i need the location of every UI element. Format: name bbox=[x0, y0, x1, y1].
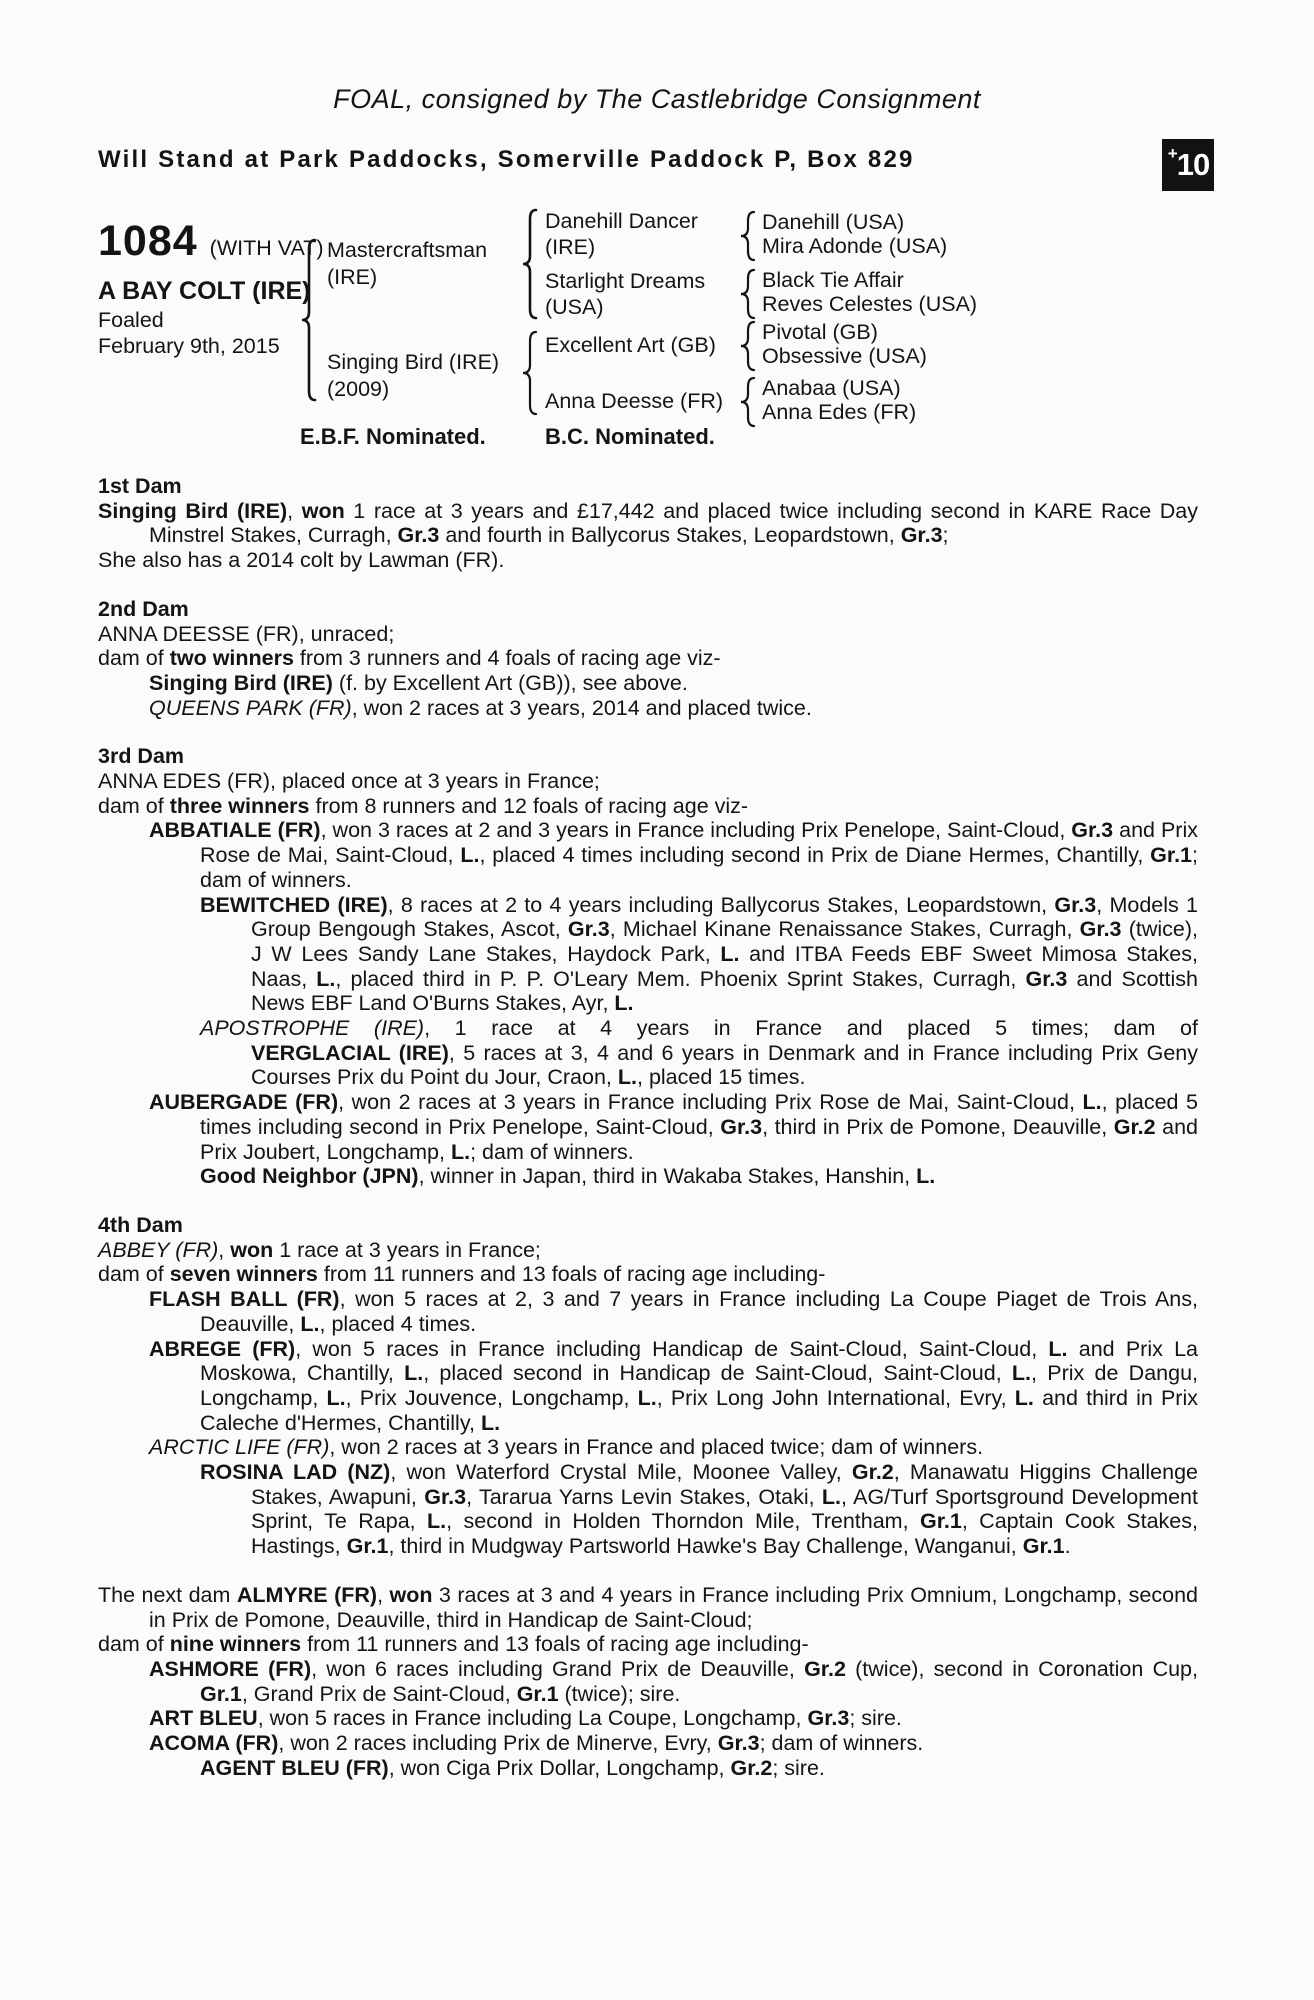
catalog-paragraph bbox=[98, 499, 1198, 548]
catalog-paragraph bbox=[98, 1632, 1198, 1657]
foaled-date: February 9th, 2015 bbox=[98, 334, 280, 358]
pedigree-brace bbox=[740, 269, 756, 319]
catalog-paragraph bbox=[98, 1262, 1198, 1287]
plain-text: and Scottish News EBF Land O'Burns Stakes, Ayr, bbox=[251, 966, 1198, 1016]
plain-text: , won Waterford Crystal Mile, Moonee Valley, bbox=[390, 1460, 852, 1485]
emphasis-text: Good Neighbor (JPN) bbox=[200, 1164, 419, 1189]
pedigree-text bbox=[98, 474, 1198, 1780]
emphasis-text: Gr.3 bbox=[900, 523, 943, 548]
plain-text: , Prix Jouvence, Longchamp, bbox=[345, 1385, 638, 1410]
catalog-paragraph bbox=[98, 548, 1198, 573]
emphasis-text: L. bbox=[450, 1139, 471, 1164]
plain-text: dam of bbox=[98, 646, 170, 671]
pedigree-brace bbox=[522, 331, 538, 415]
dam-name: Singing Bird (IRE) bbox=[327, 350, 500, 374]
plain-text: 1 race at 3 years in France; bbox=[273, 1237, 541, 1262]
emphasis-text: nine winners bbox=[169, 1632, 302, 1657]
emphasis-text: Gr.2 bbox=[730, 1755, 773, 1780]
emphasis-text: won bbox=[230, 1237, 274, 1262]
damsire-name: Excellent Art (GB) bbox=[545, 333, 716, 357]
sire-name-suffix: (IRE) bbox=[327, 265, 378, 289]
emphasis-text: Singing Bird (IRE) bbox=[98, 498, 288, 523]
catalog-paragraph bbox=[98, 671, 1198, 696]
plain-text: , third in Prix de Pomone, Deauville, bbox=[762, 1114, 1114, 1139]
emphasis-text: Gr.3 bbox=[720, 1114, 763, 1139]
catalog-paragraph bbox=[98, 769, 1198, 794]
plain-text: (twice); sire. bbox=[558, 1681, 681, 1706]
lot-number: 1084 bbox=[98, 217, 198, 265]
emphasis-text: Gr.2 bbox=[1113, 1114, 1156, 1139]
plain-text: , 1 race at 4 years in France and placed 5 times; dam of bbox=[424, 1016, 1198, 1041]
emphasis-text: L. bbox=[916, 1164, 936, 1189]
great-grandparent-name: Obsessive (USA) bbox=[762, 344, 927, 368]
great-grandparent-name: Pivotal (GB) bbox=[762, 320, 878, 344]
plain-text: , won 2 races at 3 years in France including Prix Rose de Mai, Saint-Cloud, bbox=[338, 1090, 1083, 1115]
plain-text: , AG/Turf Sportsground Development Sprint, Te Rapa, bbox=[251, 1484, 1198, 1534]
plain-text: , Manawatu Higgins Challenge Stakes, Awapuni, bbox=[251, 1460, 1198, 1509]
plain-text: (twice), second in Coronation Cup, bbox=[845, 1656, 1198, 1681]
plain-text: , Prix Long John International, Evry, bbox=[656, 1385, 1015, 1410]
emphasis-text: ASHMORE (FR) bbox=[149, 1656, 312, 1681]
catalog-paragraph bbox=[98, 646, 1198, 671]
emphasis-text: AUBERGADE (FR) bbox=[149, 1090, 339, 1115]
great-grandparent-name: Danehill (USA) bbox=[762, 210, 905, 234]
pedigree-brace bbox=[740, 321, 756, 371]
catalog-paragraph bbox=[98, 1090, 1198, 1164]
plain-text: and ITBA Feeds EBF Sweet Mimosa Stakes, Naas, bbox=[251, 941, 1198, 991]
catalog-paragraph bbox=[98, 1238, 1198, 1263]
granddam-name-suffix: (USA) bbox=[545, 295, 604, 319]
emphasis-text: Singing Bird (IRE) bbox=[149, 670, 333, 695]
granddam-name: Starlight Dreams bbox=[545, 269, 706, 293]
plain-text: and Prix Joubert, Longchamp, bbox=[200, 1114, 1198, 1164]
plain-text: from 8 runners and 12 foals of racing age viz- bbox=[309, 793, 749, 818]
pedigree-brace bbox=[301, 239, 317, 401]
plain-text: , winner in Japan, third in Wakaba Stakes, Hanshin, bbox=[418, 1164, 917, 1189]
plain-text: and Prix La Moskowa, Chantilly, bbox=[200, 1336, 1198, 1386]
emphasis-text: Gr.1 bbox=[1022, 1534, 1065, 1559]
plain-text: 1 race at 3 years and £17,442 and placed twice including second in KARE Race Day Minstrel Stakes, Curragh, bbox=[149, 498, 1198, 548]
emphasis-text: L. bbox=[1011, 1361, 1032, 1386]
emphasis-text: L. bbox=[316, 966, 336, 991]
dam-year: (2009) bbox=[327, 377, 390, 401]
consignor-line: FOAL, consigned by The Castlebridge Consignment bbox=[333, 84, 981, 114]
plain-text: , Captain Cook Stakes, Hastings, bbox=[251, 1509, 1198, 1559]
great-grandparent-name: Anabaa (USA) bbox=[762, 376, 901, 400]
catalog-paragraph bbox=[98, 794, 1198, 819]
emphasis-text: APOSTROPHE (IRE) bbox=[200, 1016, 425, 1041]
catalog-paragraph bbox=[98, 1706, 1198, 1731]
dam-section-heading: 4th Dam bbox=[98, 1212, 183, 1237]
catalog-paragraph bbox=[98, 818, 1198, 892]
catalog-paragraph bbox=[98, 1460, 1198, 1559]
catalog-paragraph bbox=[98, 1287, 1198, 1336]
plain-text: from 11 runners and 13 foals of racing age including- bbox=[317, 1262, 826, 1287]
plain-text: , Models 1 Group Bengough Stakes, Ascot, bbox=[251, 892, 1198, 942]
lot-header bbox=[98, 217, 324, 266]
plain-text: ; dam of winners. bbox=[200, 843, 1198, 892]
emphasis-text: Gr.1 bbox=[200, 1681, 242, 1706]
plain-text: dam of bbox=[98, 793, 170, 818]
dam-section-heading: 2nd Dam bbox=[98, 596, 189, 621]
foaled-label: Foaled bbox=[98, 308, 164, 332]
emphasis-text: Gr.2 bbox=[851, 1460, 894, 1485]
plain-text: , bbox=[377, 1582, 390, 1607]
emphasis-text: Gr.1 bbox=[919, 1509, 962, 1534]
emphasis-text: ABBEY (FR) bbox=[98, 1237, 219, 1262]
plain-text: , won Ciga Prix Dollar, Longchamp, bbox=[388, 1755, 731, 1780]
plain-text: , bbox=[218, 1237, 231, 1262]
plain-text: The next dam bbox=[98, 1582, 237, 1607]
dam-section bbox=[98, 474, 1198, 573]
plain-text: from 11 runners and 13 foals of racing age including- bbox=[301, 1632, 809, 1657]
plain-text: , won 5 races in France including Handicap de Saint-Cloud, Saint-Cloud, bbox=[295, 1336, 1049, 1361]
colt-description: A BAY COLT (IRE) bbox=[98, 277, 311, 305]
catalog-paragraph bbox=[98, 1164, 1198, 1189]
emphasis-text: L. bbox=[821, 1484, 842, 1509]
plain-text: , placed third in P. P. O'Leary Mem. Phoenix Sprint Stakes, Curragh, bbox=[335, 966, 1026, 991]
plain-text: ; sire. bbox=[772, 1755, 825, 1780]
plain-text: and Prix Rose de Mai, Saint-Cloud, bbox=[200, 818, 1198, 868]
emphasis-text: ART BLEU bbox=[149, 1706, 258, 1731]
emphasis-text: ABREGE (FR) bbox=[149, 1336, 296, 1361]
plain-text: , won 3 races at 2 and 3 years in France including Prix Penelope, Saint-Cloud, bbox=[320, 818, 1072, 843]
emphasis-text: Gr.3 bbox=[424, 1484, 467, 1509]
plain-text: , placed 15 times. bbox=[637, 1065, 806, 1090]
emphasis-text: Gr.3 bbox=[397, 523, 440, 548]
plain-text: dam of bbox=[98, 1632, 170, 1657]
catalog-paragraph bbox=[98, 1583, 1198, 1632]
emphasis-text: L. bbox=[637, 1385, 657, 1410]
emphasis-text: two winners bbox=[169, 646, 294, 671]
great-grandparent-name: Black Tie Affair bbox=[762, 268, 904, 292]
emphasis-text: L. bbox=[1048, 1336, 1068, 1361]
dam-section-heading: 1st Dam bbox=[98, 474, 182, 498]
plain-text: , won 2 races at 3 years in France and placed twice; dam of winners. bbox=[329, 1435, 984, 1460]
plain-text: dam of bbox=[98, 1262, 170, 1287]
plain-text: from 3 runners and 4 foals of racing age viz- bbox=[293, 646, 721, 671]
emphasis-text: Gr.3 bbox=[1071, 818, 1114, 843]
plain-text: , won 2 races including Prix de Minerve, Evry, bbox=[278, 1731, 718, 1756]
dam-section-heading: 3rd Dam bbox=[98, 744, 185, 769]
catalog-paragraph bbox=[98, 1731, 1198, 1756]
emphasis-text: Gr.3 bbox=[717, 1731, 760, 1756]
plain-text: , bbox=[287, 498, 302, 523]
plus-icon: + bbox=[1167, 144, 1178, 163]
emphasis-text: Gr.3 bbox=[1025, 966, 1068, 991]
emphasis-text: Gr.3 bbox=[1054, 892, 1097, 917]
emphasis-text: ACOMA (FR) bbox=[149, 1731, 279, 1756]
dam-section bbox=[98, 597, 1198, 721]
emphasis-text: Gr.3 bbox=[1079, 917, 1122, 942]
plain-text: ; bbox=[942, 523, 949, 548]
emphasis-text: Gr.1 bbox=[346, 1534, 389, 1559]
emphasis-text: L. bbox=[617, 1065, 637, 1090]
plain-text: (f. by Excellent Art (GB)), see above. bbox=[332, 670, 688, 695]
sire-name: Mastercraftsman bbox=[327, 238, 488, 262]
bc-nomination: B.C. Nominated. bbox=[545, 424, 715, 449]
emphasis-text: ARCTIC LIFE (FR) bbox=[149, 1435, 330, 1460]
emphasis-text: ABBATIALE (FR) bbox=[149, 818, 321, 843]
plain-text: , placed 4 times. bbox=[319, 1311, 477, 1336]
plain-text: , won 5 races in France including La Coupe, Longchamp, bbox=[257, 1706, 808, 1731]
catalog-paragraph bbox=[98, 1756, 1198, 1781]
catalog-paragraph bbox=[98, 1041, 1198, 1090]
emphasis-text: L. bbox=[326, 1385, 346, 1410]
grandsire-name-suffix: (IRE) bbox=[545, 235, 596, 259]
catalog-paragraph bbox=[98, 1337, 1198, 1436]
emphasis-text: L. bbox=[460, 843, 480, 868]
emphasis-text: AGENT BLEU (FR) bbox=[200, 1755, 389, 1780]
emphasis-text: Gr.1 bbox=[1150, 843, 1193, 868]
plain-text: , placed 5 times including second in Prix Penelope, Saint-Cloud, bbox=[200, 1090, 1198, 1139]
plain-text: , 8 races at 2 to 4 years including Ballycorus Stakes, Leopardstown, bbox=[387, 892, 1055, 917]
plain-text: , Michael Kinane Renaissance Stakes, Curragh, bbox=[609, 917, 1080, 942]
plain-text: , second in Holden Thorndon Mile, Trentham, bbox=[446, 1509, 920, 1534]
plain-text: . bbox=[1064, 1534, 1071, 1559]
emphasis-text: L. bbox=[300, 1311, 320, 1336]
emphasis-text: seven winners bbox=[169, 1262, 318, 1287]
great-grandparent-name: Mira Adonde (USA) bbox=[762, 234, 948, 258]
plain-text: , 5 races at 3, 4 and 6 years in Denmark and in France including Prix Geny Courses Prix du Point du Jour, Craon, bbox=[251, 1040, 1198, 1090]
sale-book-logo bbox=[1162, 139, 1214, 191]
plain-text: , Tararua Yarns Levin Stakes, Otaki, bbox=[466, 1484, 822, 1509]
plain-text: ; dam of winners. bbox=[470, 1139, 634, 1164]
dam-section bbox=[98, 1213, 1198, 1559]
emphasis-text: ROSINA LAD (NZ) bbox=[200, 1460, 391, 1485]
pedigree-brace bbox=[740, 377, 756, 427]
sale-book-number: 10 bbox=[1176, 147, 1210, 182]
emphasis-text: Gr.3 bbox=[567, 917, 610, 942]
catalog-paragraph bbox=[98, 696, 1198, 721]
emphasis-text: L. bbox=[720, 941, 740, 966]
emphasis-text: L. bbox=[427, 1509, 447, 1534]
plain-text: and fourth in Ballycorus Stakes, Leopardstown, bbox=[439, 523, 901, 548]
vat-note: (WITH VAT) bbox=[209, 236, 324, 260]
plain-text: , won 6 races including Grand Prix de Deauville, bbox=[311, 1656, 805, 1681]
plain-text: , third in Mudgway Partsworld Hawke's Bay Challenge, Wanganui, bbox=[388, 1534, 1023, 1559]
emphasis-text: QUEENS PARK (FR) bbox=[149, 695, 352, 720]
plain-text: , won 2 races at 3 years, 2014 and placed twice. bbox=[351, 695, 812, 720]
plain-text: , placed 4 times including second in Prix de Diane Hermes, Chantilly, bbox=[479, 843, 1151, 868]
plain-text: 3 races at 3 and 4 years in France including Prix Omnium, Longchamp, second in Prix de Pomone, Deauville, third in Handicap de Saint-Cloud; bbox=[149, 1582, 1198, 1632]
emphasis-text: VERGLACIAL (IRE) bbox=[251, 1040, 449, 1065]
emphasis-text: won bbox=[389, 1582, 433, 1607]
emphasis-text: Gr.2 bbox=[804, 1656, 846, 1681]
emphasis-text: L. bbox=[404, 1361, 424, 1386]
pedigree-brace bbox=[740, 211, 756, 261]
dam-section bbox=[98, 744, 1198, 1189]
plain-text: ; dam of winners. bbox=[759, 1731, 924, 1756]
plain-text: ; sire. bbox=[849, 1706, 902, 1731]
emphasis-text: L. bbox=[480, 1410, 501, 1435]
great-grandparent-name: Reves Celestes (USA) bbox=[762, 292, 978, 316]
dam-section bbox=[98, 1583, 1198, 1781]
plain-text: , Grand Prix de Saint-Cloud, bbox=[241, 1681, 517, 1706]
catalog-paragraph bbox=[98, 622, 1198, 647]
grandsire-name: Danehill Dancer bbox=[545, 209, 698, 233]
plain-text: , won 5 races at 2, 3 and 7 years in France including La Coupe Piaget de Trois Ans, Deauville, bbox=[200, 1287, 1198, 1336]
emphasis-text: L. bbox=[1082, 1090, 1102, 1115]
plain-text: ANNA DEESSE (FR), unraced; bbox=[98, 621, 395, 646]
emphasis-text: BEWITCHED (IRE) bbox=[200, 892, 388, 917]
great-grandparent-name: Anna Edes (FR) bbox=[762, 400, 917, 424]
emphasis-text: ALMYRE (FR) bbox=[236, 1582, 378, 1607]
stand-location-line: Will Stand at Park Paddocks, Somerville Paddock P, Box 829 bbox=[98, 146, 915, 173]
catalog-paragraph bbox=[98, 1016, 1198, 1041]
plain-text: She also has a 2014 colt by Lawman (FR). bbox=[98, 548, 505, 573]
damdam-name: Anna Deesse (FR) bbox=[545, 389, 724, 413]
emphasis-text: three winners bbox=[169, 793, 310, 818]
emphasis-text: L. bbox=[1014, 1385, 1034, 1410]
catalog-paragraph bbox=[98, 893, 1198, 1017]
catalog-paragraph bbox=[98, 1435, 1198, 1460]
emphasis-text: L. bbox=[614, 991, 634, 1016]
plain-text: and third in Prix Caleche d'Hermes, Chantilly, bbox=[200, 1385, 1198, 1435]
plain-text: , placed second in Handicap de Saint-Cloud, Saint-Cloud, bbox=[423, 1361, 1012, 1386]
emphasis-text: FLASH BALL (FR) bbox=[149, 1287, 340, 1312]
ebf-nomination: E.B.F. Nominated. bbox=[300, 424, 486, 449]
emphasis-text: Gr.1 bbox=[516, 1681, 559, 1706]
pedigree-brace bbox=[522, 209, 538, 319]
plain-text: , Prix de Dangu, Longchamp, bbox=[200, 1361, 1198, 1410]
catalog-paragraph bbox=[98, 1657, 1198, 1706]
emphasis-text: Gr.3 bbox=[807, 1706, 850, 1731]
plain-text: (twice), J W Lees Sandy Lane Stakes, Haydock Park, bbox=[251, 917, 1199, 966]
plain-text: ANNA EDES (FR), placed once at 3 years in France; bbox=[98, 769, 600, 794]
emphasis-text: won bbox=[301, 498, 345, 523]
